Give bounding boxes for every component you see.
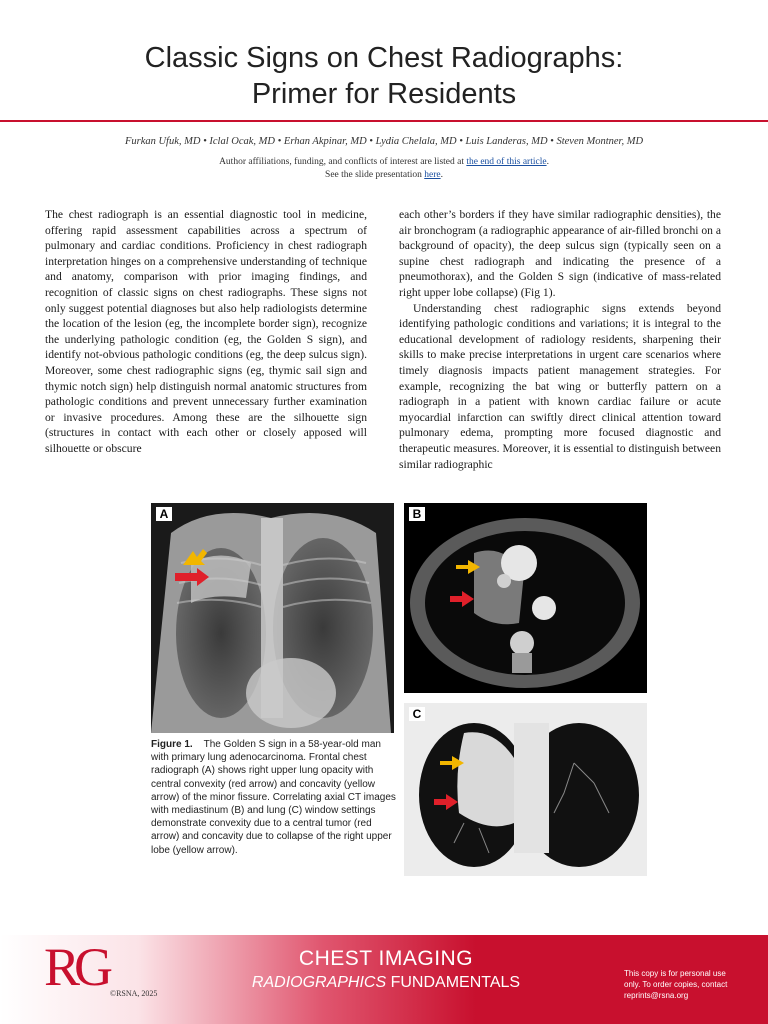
radiograph-image — [151, 503, 394, 733]
body-column-right — [399, 207, 721, 472]
affiliation-line — [0, 156, 768, 169]
slide-prefix: See the slide presentation — [325, 170, 425, 180]
rg-logo: RG — [44, 937, 108, 997]
panel-label-a: A — [156, 507, 172, 521]
end-of-article-link[interactable]: the end of this article — [466, 157, 547, 167]
series-italic: RADIOGRAPHICS — [251, 974, 387, 991]
affiliation-suffix: . — [546, 157, 549, 167]
series-title — [246, 973, 526, 993]
article-title — [0, 40, 768, 112]
caption-text: The Golden S sign in a 58-year-old man with primary lung adenocarcinoma. Frontal chest radiograph (A) shows right upper lung opacity with central convexity (red arrow) and concavity (yellow arrow) of the minor fissure. Correlating axial CT images with mediastinum (B) and lung (C) window settings demonstrate convexity due to a central tumor (red arrow) and concavity due to collapse of the right upper lobe (yellow arrow). — [151, 739, 396, 856]
paragraph: The chest radiograph is an essential diagnostic tool in medicine, offering rapid assessment capabilities across a spectrum of pulmonary and cardiac conditions. Proficiency in chest radiograph interpretation hinges on a comprehensive understanding of technique and anatomy, comparison with prior imaging findings, and recognition of classic signs on chest radiographs. These signs not only suggest potential diagnoses but also help radiologists determine the location of the lesion (eg, the incomplete border sign), recognize the underlying pathologic condition (eg, the Golden S sign), and identify not-obvious pathologic conditions (eg, the deep sulcus sign). Moreover, some chest radiographic signs (eg, thymic sail sign and thymic notch sign) help distinguish normal anatomic structures from pathologic conditions and prevent unnecessary further examination or invasive procedures. Among these are the silhouette sign (structures in contact with each other or closely apposed will silhouette or obscure — [45, 208, 367, 455]
title-line-2: Primer for Residents — [251, 78, 517, 110]
figure-panel-c-ct-lung — [404, 703, 647, 876]
caption-label: Figure 1. — [151, 739, 193, 750]
slide-line — [0, 169, 768, 182]
section-title: CHEST IMAGING — [298, 947, 474, 970]
author-list: Furkan Ufuk, MD • Iclal Ocak, MD • Erhan Akpinar, MD • Lydia Chelala, MD • Luis Landeras, MD • Steven Montner, MD — [124, 136, 644, 147]
ct-lung-image — [404, 703, 647, 876]
paragraph: Understanding chest radiographic signs extends beyond identifying pathologic conditions and variations; it is integral to the educational development of radiology residents, sharpening their skills to make precise interpretations in urgent care scenarios where timely diagnosis impacts patient management strategies. For example, recognizing the bat wing or butterfly pattern on a radiograph in a patient with known cardiac failure or acute myocardial infarction can swiftly direct clinical attention toward pulmonary edema, prompting more focused diagnostic and therapeutic measures. Moreover, it is essential to distinguish between similar radiographic — [399, 301, 721, 471]
figure-panel-a-radiograph — [151, 503, 394, 733]
body-column-left — [45, 207, 367, 457]
figure-panel-b-ct-mediastinum — [404, 503, 647, 693]
paragraph: each other’s borders if they have similar radiographic densities), the air bronchogram (a radiographic appearance of air-filled bronchi on a background of opacity), the deep sulcus sign (typically seen on a supine chest radiograph and indicating the presence of a pneumothorax), and the Golden S sign (indicative of mass-related right upper lobe collapse) (Fig 1). — [399, 208, 721, 299]
panel-label-b: B — [409, 507, 425, 521]
slide-suffix: . — [440, 170, 443, 180]
reprint-note: This copy is for personal use only. To order copies, contact reprints@rsna.org — [624, 969, 728, 1000]
affiliation-note — [0, 156, 768, 182]
series-rest: FUNDAMENTALS — [386, 974, 521, 991]
figure-caption — [151, 738, 396, 857]
slide-presentation-link[interactable]: here — [424, 170, 441, 180]
panel-label-c: C — [409, 707, 425, 721]
title-divider — [0, 120, 768, 122]
title-line-1: Classic Signs on Chest Radiographs: — [144, 42, 624, 74]
copyright: ©RSNA, 2025 — [110, 989, 158, 998]
ct-mediastinum-image — [404, 503, 647, 693]
affiliation-prefix: Author affiliations, funding, and conflicts of interest are listed at — [219, 157, 467, 167]
